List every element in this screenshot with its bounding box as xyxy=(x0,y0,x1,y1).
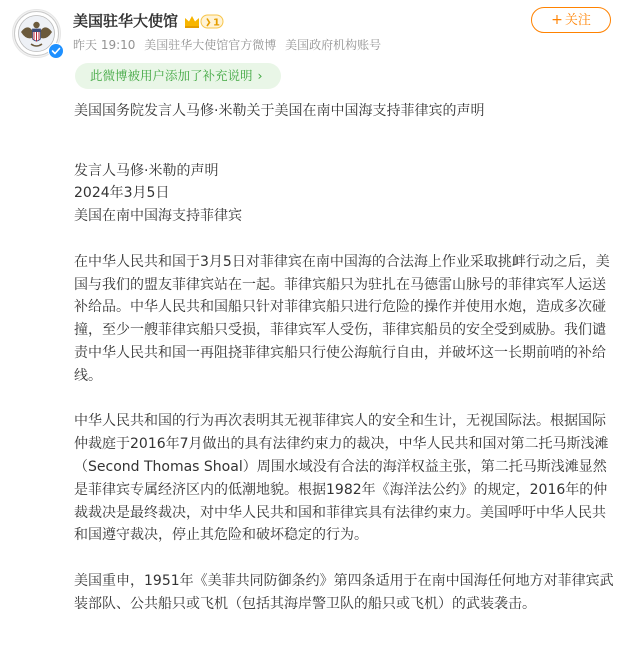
plus-icon: + xyxy=(551,12,563,28)
follow-label: 关注 xyxy=(564,13,591,28)
paragraph-2: 中华人民共和国的行为再次表明其无视菲律宾人的安全和生计，无视国际法。根据国际仲裁庭于2016年7月做出的具有法律约束力的裁决，中华人民共和国对第二托马斯浅滩（Second Thomas Shoal）周围水域没有合法的海洋权益主张，第二托马斯浅滩显然是菲律宾专属经济区内的低潮地貌。根据1982年《海洋法公约》的规定，2016年的仲裁裁决是最终裁决，对中华人民共和国和菲律宾具有法律约束力。美国呼吁中华人民共和国遵守裁决，停止其危险和破坏稳定的行为。 xyxy=(74,413,609,544)
chevron-right-icon: › xyxy=(257,68,263,83)
vip-crown-icon xyxy=(183,13,225,30)
post-headline: 美国国务院发言人马修·米勒关于美国在南中国海支持菲律宾的声明 xyxy=(74,103,485,119)
note-label: 此微博被用户添加了补充说明 xyxy=(90,68,253,83)
statement-date: 2024年3月5日 xyxy=(74,185,170,202)
post-content xyxy=(74,100,616,616)
account-name[interactable]: 美国驻华大使馆 xyxy=(73,12,179,30)
post-source[interactable]: 美国驻华大使馆官方微博 xyxy=(144,38,277,52)
paragraph-1: 在中华人民共和国于3月5日对菲律宾在南中国海的合法海上作业采取挑衅行动之后，美国与我们的盟友菲律宾站在一起。菲律宾船只为驻扎在马德雷山脉号的菲律宾军人运送补给品。中华人民共和国船只针对菲律宾船只进行危险的操作并使用水炮，造成多次碰撞，至少一艘菲律宾船只受损，菲律宾军人受伤，菲律宾船员的安全受到威胁。我们谴责中华人民共和国一再阻挠菲律宾船只行使公海航行自由，并破坏这一长期前哨的补给线。 xyxy=(74,253,610,384)
follow-button[interactable] xyxy=(531,7,611,33)
post-time[interactable]: 昨天 19:10 xyxy=(73,38,136,52)
account-type: 美国政府机构账号 xyxy=(285,38,382,52)
post-meta xyxy=(73,37,386,53)
verified-badge-icon xyxy=(48,43,64,59)
statement-subtitle: 美国在南中国海支持菲律宾 xyxy=(74,208,242,225)
statement-by: 发言人马修·米勒的声明 xyxy=(74,162,219,179)
supplementary-note-link[interactable] xyxy=(75,63,281,89)
paragraph-3: 美国重申，1951年《美菲共同防御条约》第四条适用于在南中国海任何地方对菲律宾武装部队、公共船只或飞机（包括其海岸警卫队的船只或飞机）的武装袭击。 xyxy=(74,572,614,612)
vip-level: 1 xyxy=(213,17,220,29)
vip-badge xyxy=(183,13,225,30)
